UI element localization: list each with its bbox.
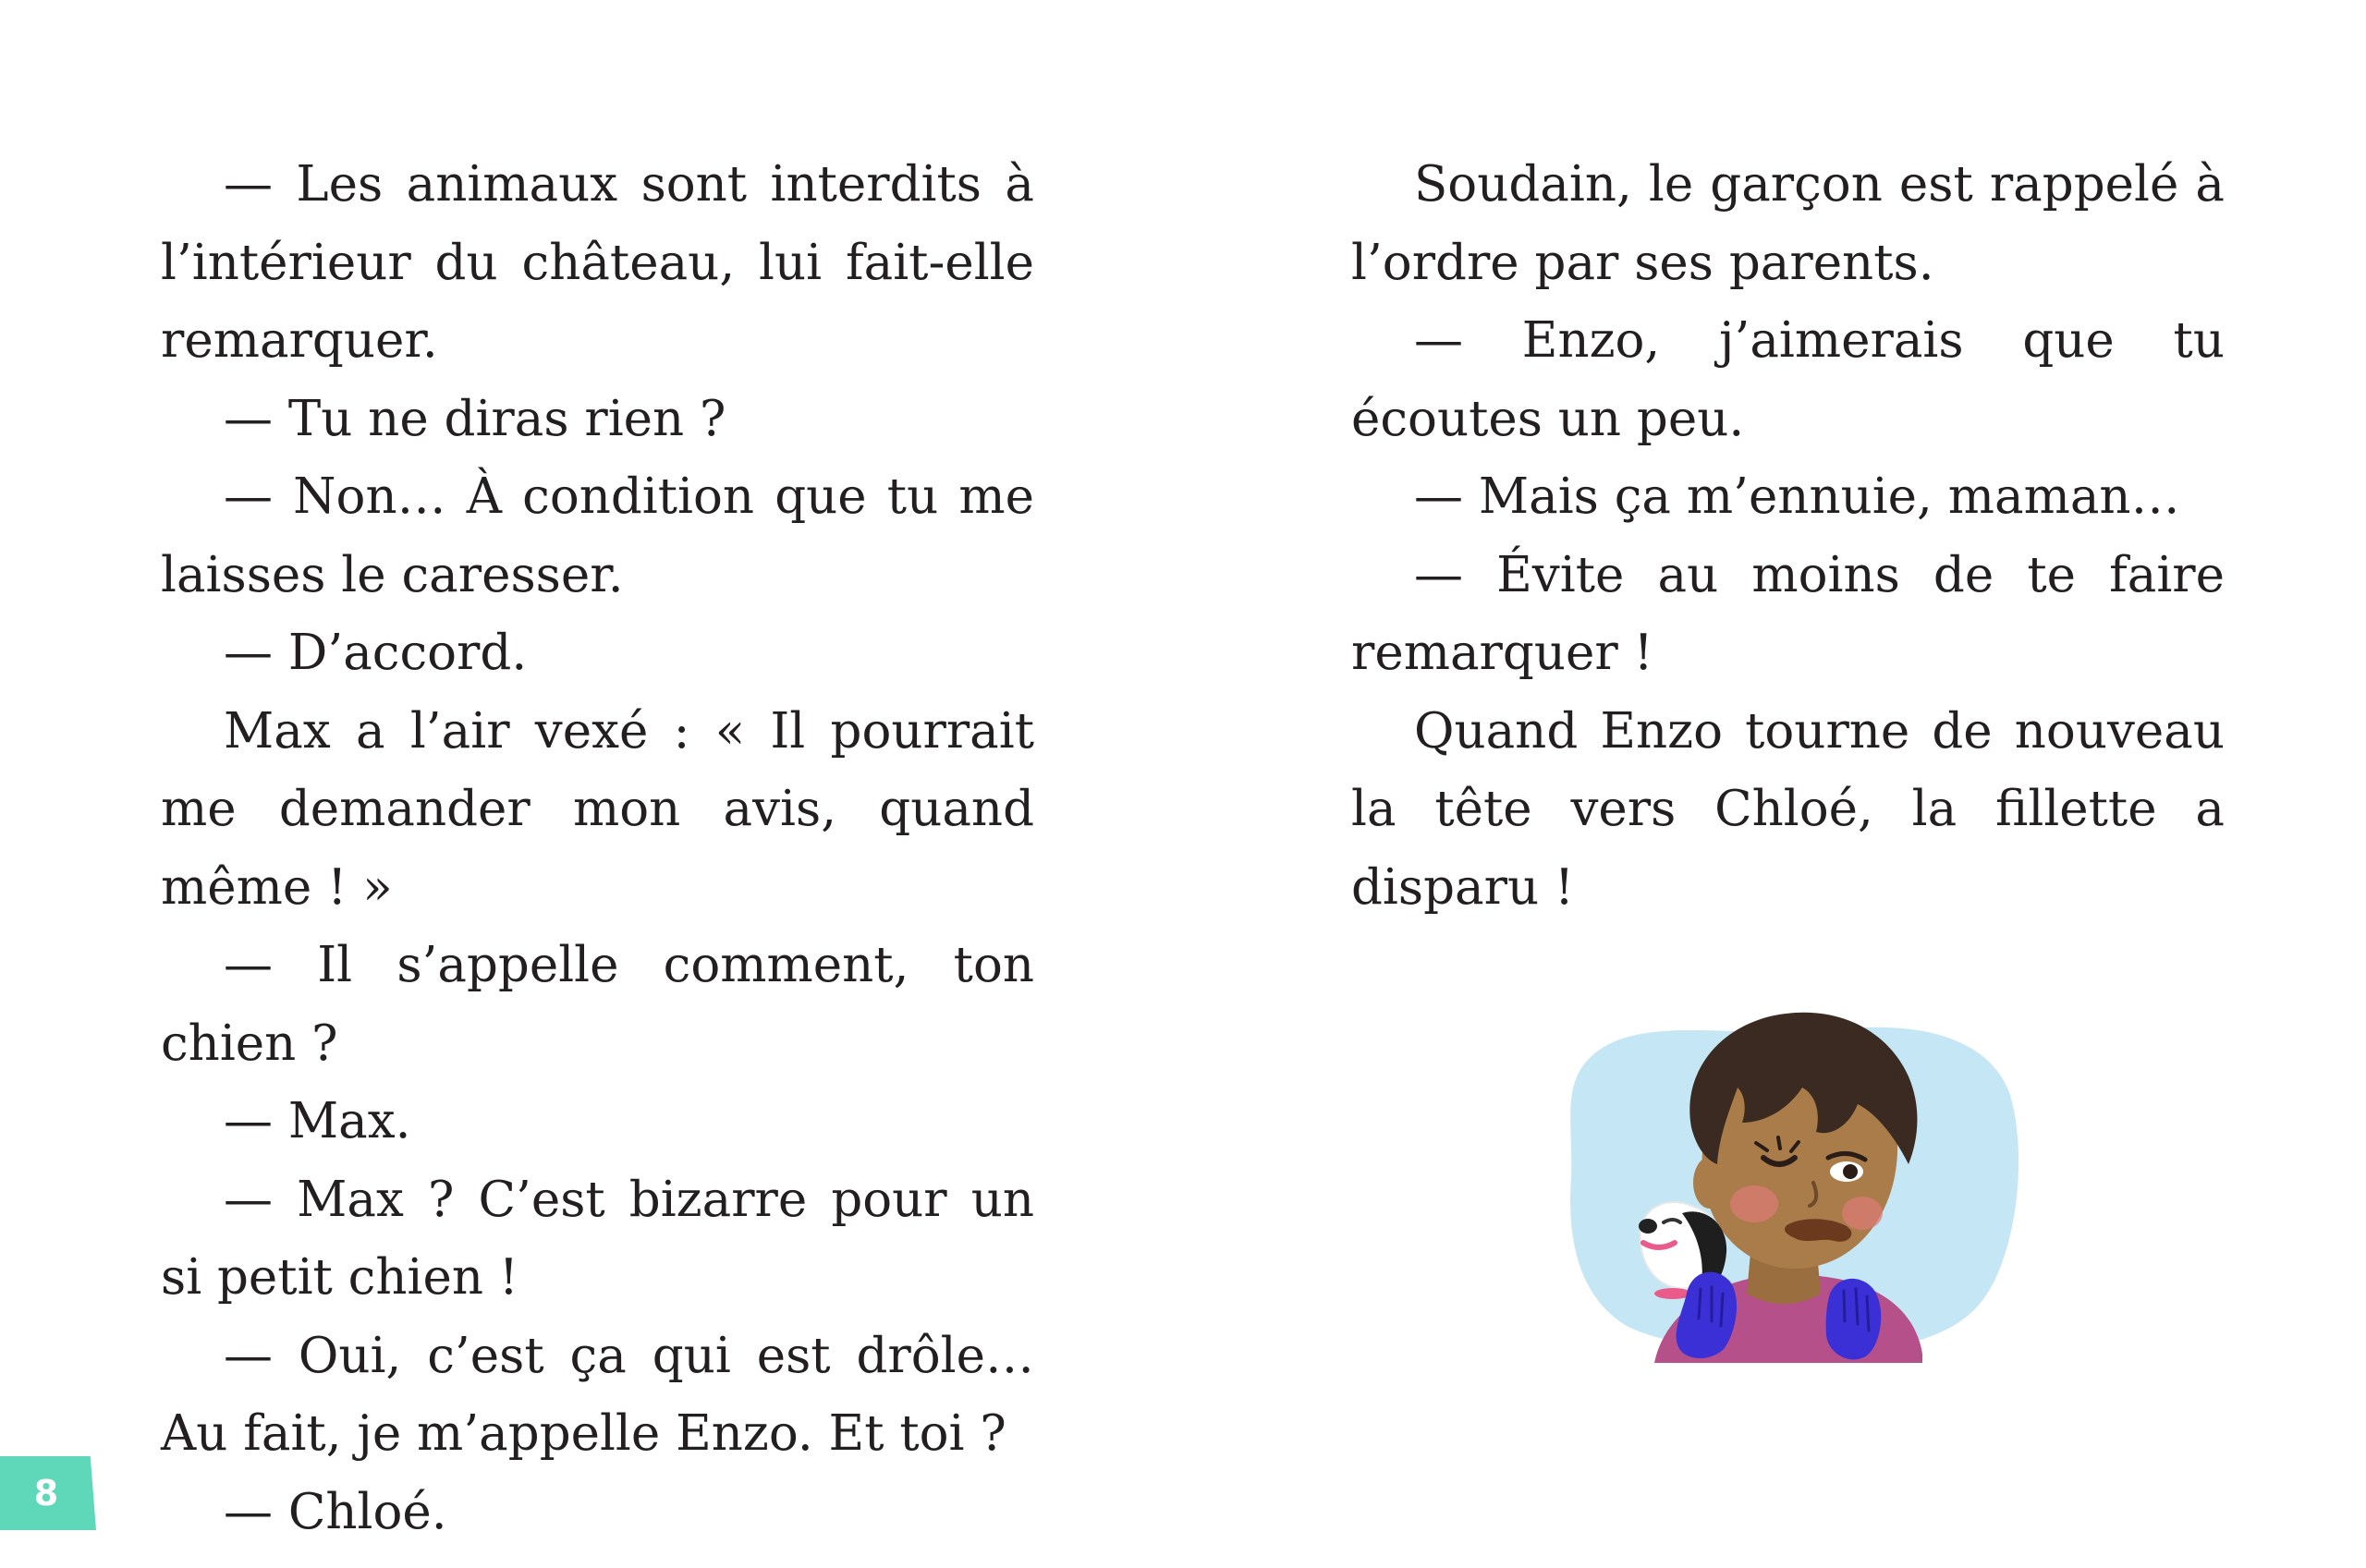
paragraph: Quand Enzo tourne de nouveau la tête vers Chloé, la fillette a disparu ! [1351, 702, 2225, 916]
paragraph: — Les animaux sont interdits à l’intérieur du château, lui fait-elle remarquer. [161, 156, 1034, 369]
paragraph: — Évite au moins de te faire remarquer ! [1351, 546, 2225, 681]
paragraph: — D’accord. [224, 625, 528, 681]
paragraph: Soudain, le garçon est rappelé à l’ordre par ses parents. [1351, 156, 2225, 291]
paragraph: — Max. [224, 1093, 411, 1149]
paragraph: — Il s’appelle comment, ton chien ? [161, 937, 1034, 1072]
page-number: 8 [33, 1473, 59, 1513]
paragraph: — Max ? C’est bizarre pour un si petit chien ! [161, 1171, 1034, 1306]
paragraph: — Tu ne diras rien ? [224, 390, 726, 447]
paragraph: — Non… À condition que tu me laisses le caresser. [161, 468, 1034, 603]
boy-with-dog-illustration [1553, 975, 2033, 1363]
right-hand [1826, 1279, 1882, 1360]
paragraph: Max a l’air vexé : « Il pourrait me demander mon avis, quand même ! » [161, 702, 1034, 916]
paragraph: — Mais ça m’ennuie, maman… [1414, 468, 2180, 525]
paragraph: — Oui, c’est ça qui est drôle… Au fait, je m’appelle Enzo. Et toi ? [161, 1327, 1034, 1462]
paragraph: — Enzo, j’aimerais que tu écoutes un peu. [1351, 312, 2225, 447]
left-text-column [161, 146, 1034, 1551]
paragraph: — Chloé. [224, 1483, 447, 1540]
right-text-column [1351, 146, 2225, 927]
